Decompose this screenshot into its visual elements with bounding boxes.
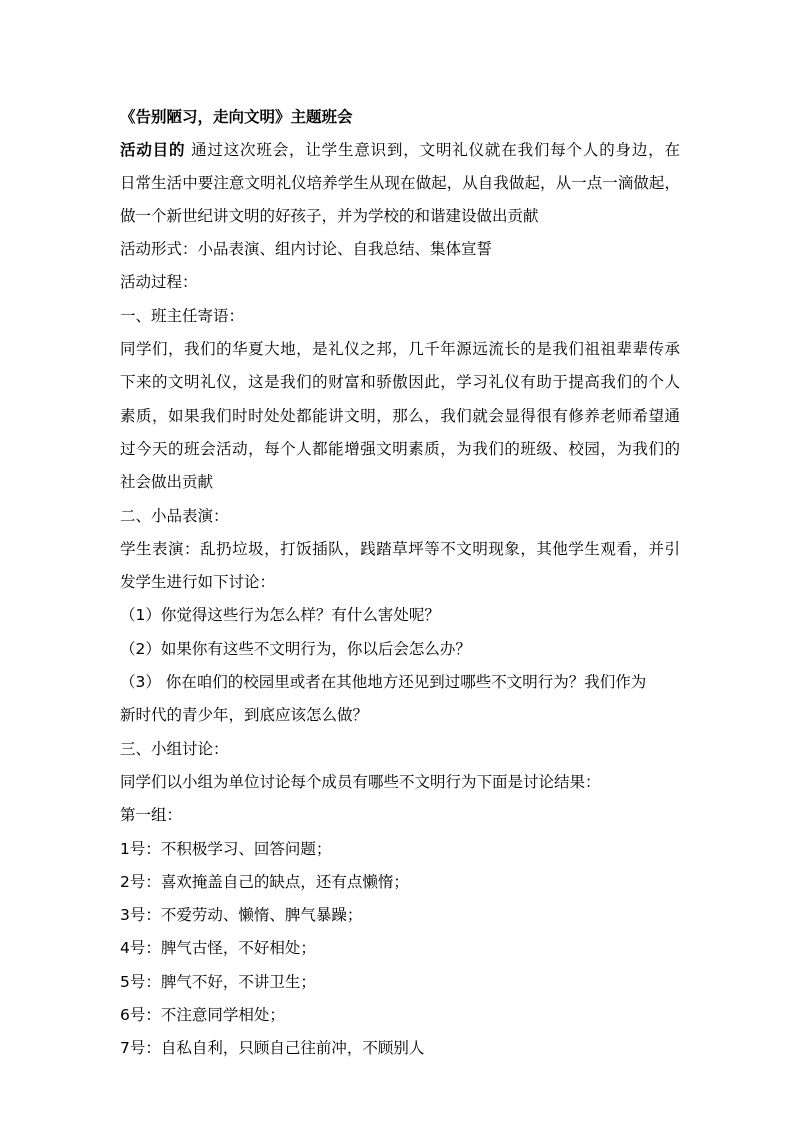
question-item: （2）如果你有这些不文明行为，你以后会怎么办？: [120, 639, 471, 658]
question-item-continuation: 新时代的青少年，到底应该怎么做？: [120, 706, 369, 725]
activity-form: 活动形式：小品表演、组内讨论、自我总结、集体宣誓: [120, 240, 493, 259]
section-2-line: 发学生进行如下讨论：: [120, 573, 276, 592]
section-2-line: 学生表演：乱扔垃圾，打饭插队，践踏草坪等不文明现象，其他学生观看，并引: [120, 539, 680, 558]
list-item: 1号：不积极学习、回答问题；: [120, 839, 332, 858]
section-2-heading: 二、小品表演：: [120, 506, 229, 525]
list-item: 2号：喜欢掩盖自己的缺点，还有点懒惰；: [120, 872, 409, 891]
activity-process-label: 活动过程：: [120, 273, 198, 292]
document-title: 《告别陋习，走向文明》主题班会: [120, 107, 353, 126]
list-item: 5号：脾气不好，不讲卫生；: [120, 972, 316, 991]
purpose-line-1: [120, 133, 680, 166]
list-item: 6号：不注意同学相处；: [120, 1006, 285, 1025]
document-page: [120, 100, 680, 1066]
section-1-line: 素质，如果我们时时处处都能讲文明，那么，我们就会显得很有修养老师希望通: [120, 406, 680, 425]
section-1-heading: 一、班主任寄语：: [120, 306, 245, 325]
question-item: （3） 你在咱们的校园里或者在其他地方还见到过哪些不文明行为？我们作为: [120, 673, 647, 692]
question-item: （1）你觉得这些行为怎么样？有什么害处呢？: [120, 606, 440, 625]
list-item: 7号：自私自利，只顾自己往前冲，不顾别人: [120, 1039, 425, 1058]
purpose-label: 活动目的: [120, 140, 186, 160]
section-3-intro: 同学们以小组为单位讨论每个成员有哪些不文明行为下面是讨论结果：: [120, 772, 601, 791]
list-item: 3号：不爱劳动、懒惰、脾气暴躁；: [120, 906, 363, 925]
section-3-heading: 三、小组讨论：: [120, 739, 229, 758]
section-1-line: 过今天的班会活动，每个人都能增强文明素质，为我们的班级、校园，为我们的: [120, 439, 680, 458]
section-1-line: 同学们，我们的华夏大地，是礼仪之邦，几千年源远流长的是我们祖祖辈辈传承: [120, 340, 680, 359]
list-item: 4号：脾气古怪，不好相处；: [120, 939, 316, 958]
purpose-text-1: 通过这次班会，让学生意识到，文明礼仪就在我们每个人的身边，在: [191, 141, 680, 160]
section-1-line: 社会做出贡献: [120, 473, 214, 492]
group-label: 第一组：: [120, 806, 183, 825]
purpose-line-2: 日常生活中要注意文明礼仪培养学生从现在做起，从自我做起，从一点一滴做起，: [120, 173, 680, 192]
section-1-line: 下来的文明礼仪，这是我们的财富和骄傲因此，学习礼仪有助于提高我们的个人: [120, 373, 680, 392]
purpose-line-3: 做一个新世纪讲文明的好孩子，并为学校的和谐建设做出贡献: [120, 206, 539, 225]
